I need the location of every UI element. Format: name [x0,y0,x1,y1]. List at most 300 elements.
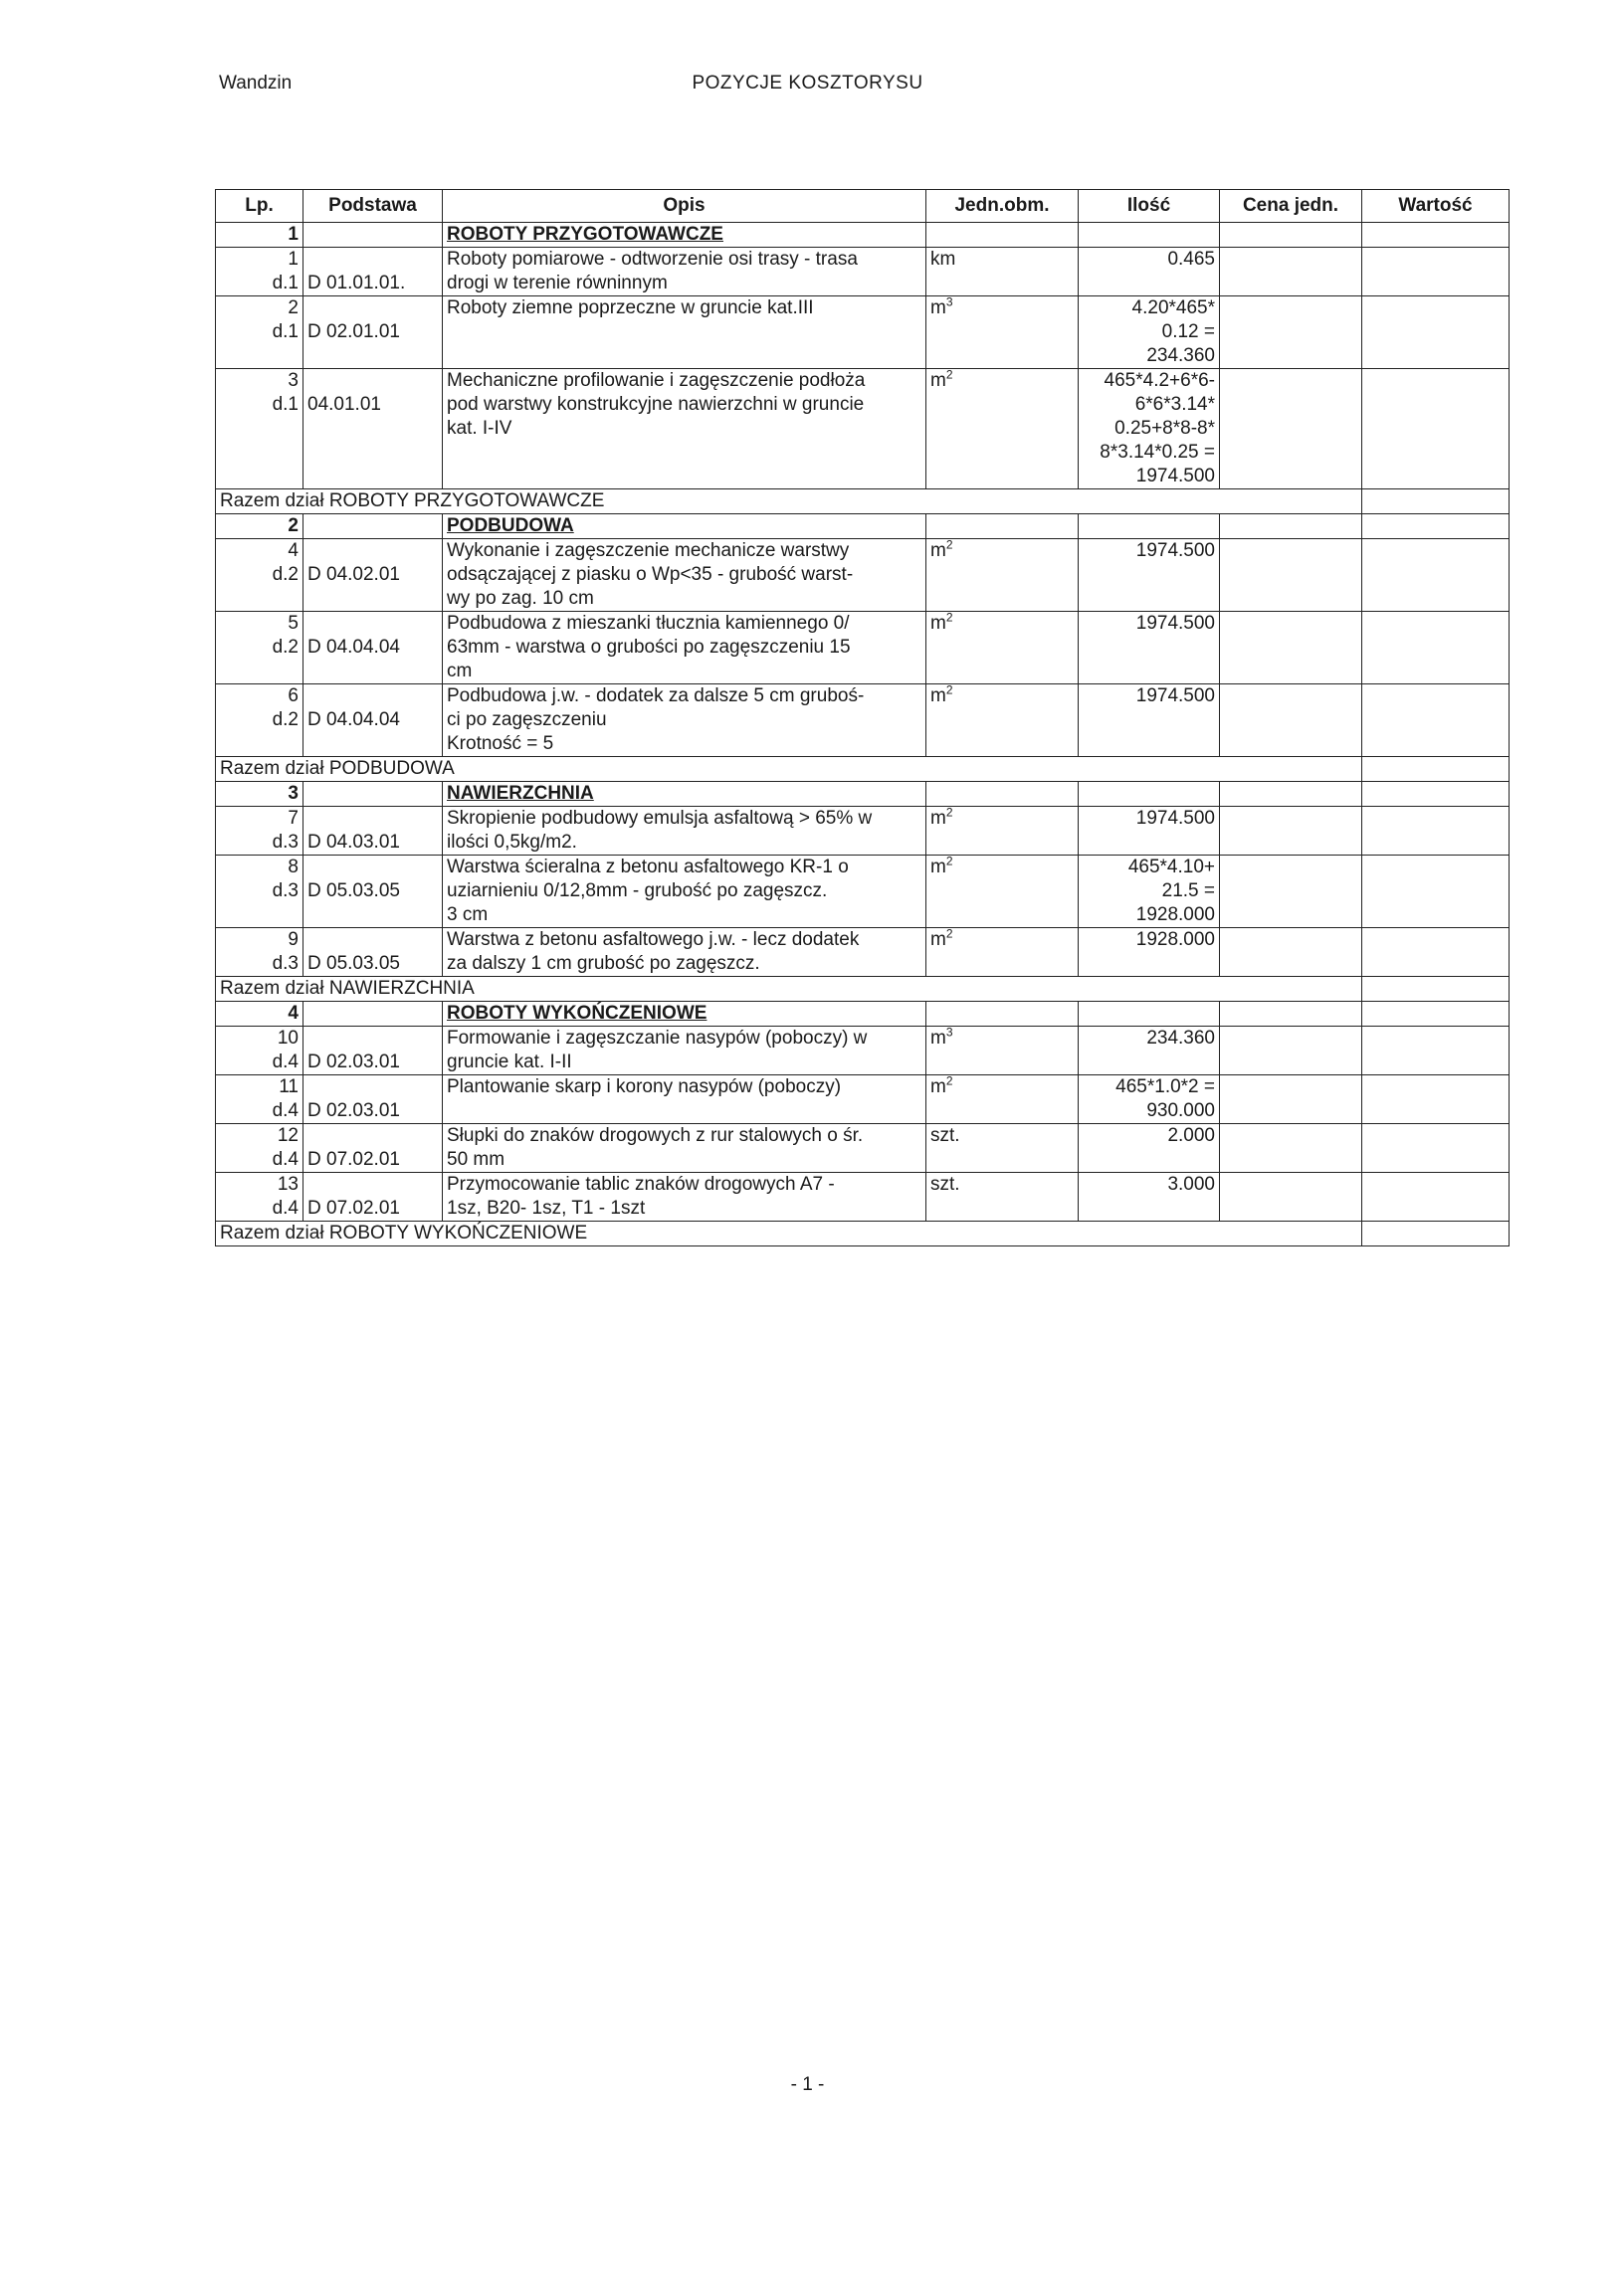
item-ilosc-line: 0.12 = [1161,321,1215,342]
item-ilosc-line: 21.5 = [1161,880,1215,901]
item-opis-line: Wykonanie i zagęszczenie mechanicze warstwy [447,540,850,561]
item-wartosc-cell [1362,1027,1510,1075]
item-cena-cell [1220,369,1362,489]
item-opis-cell [443,1027,926,1075]
item-lp-cell [216,1173,303,1222]
spacer [307,1173,438,1197]
table-row [216,856,1510,928]
item-jedn-exponent: 2 [945,368,953,382]
item-opis-line: 50 mm [447,1149,505,1170]
item-lp: 13 [277,1174,299,1195]
item-jedn-wrap [930,1124,1074,1148]
item-ilosc-cell [1079,296,1220,369]
item-opis-line: wy po zag. 10 cm [447,588,594,609]
section-total-row [216,1222,1510,1246]
section-row [216,514,1510,539]
section-empty-cell [1220,514,1362,539]
item-lp: 6 [288,685,299,706]
item-lp-cell [216,684,303,757]
item-opis-line: kat. I-IV [447,418,512,439]
section-number: 2 [216,514,303,539]
table-header-row [216,190,1510,223]
item-opis-line: Formowanie i zagęszczanie nasypów (poboczy) w [447,1028,868,1049]
item-jedn-wrap [930,539,1074,563]
section-number: 4 [216,1002,303,1027]
item-opis-line: Słupki do znaków drogowych z rur stalowych o śr. [447,1125,864,1146]
section-name: ROBOTY WYKOŃCZENIOWE [443,1002,926,1027]
item-lp-cell [216,612,303,684]
item-jedn: m [930,613,946,634]
item-cena-cell [1220,807,1362,856]
item-jedn-wrap [930,684,1074,708]
item-dzial: d.4 [272,1198,299,1219]
section-empty-cell [1079,514,1220,539]
item-jedn-cell [926,928,1079,977]
item-lp-cell [216,928,303,977]
item-opis-line: ilości 0,5kg/m2. [447,832,577,853]
item-jedn-cell [926,296,1079,369]
item-jedn-exponent: 2 [945,927,953,941]
item-dzial: d.1 [272,273,299,293]
item-ilosc-line: 0.465 [1167,249,1215,270]
section-name: ROBOTY PRZYGOTOWAWCZE [443,223,926,248]
item-ilosc-line: 1928.000 [1135,904,1215,925]
table-row [216,1173,1510,1222]
section-empty-cell [1362,223,1510,248]
col-header-jedn: Jedn.obm. [926,190,1079,223]
section-empty-cell [1362,514,1510,539]
item-jedn-wrap [930,248,1074,272]
section-total-label: Razem dział ROBOTY WYKOŃCZENIOWE [216,1222,1362,1246]
item-opis-line: Roboty pomiarowe - odtworzenie osi trasy - trasa [447,249,858,270]
section-empty-cell [303,223,443,248]
section-empty-cell [926,514,1079,539]
item-podstawa-cell [303,684,443,757]
item-podstawa: D 07.02.01 [307,1198,400,1219]
section-total-label: Razem dział ROBOTY PRZYGOTOWAWCZE [216,489,1362,514]
item-ilosc-line: 465*1.0*2 = [1115,1076,1215,1097]
item-wartosc-cell [1362,369,1510,489]
item-lp-cell [216,1027,303,1075]
item-podstawa-cell [303,369,443,489]
item-lp-cell [216,369,303,489]
spacer [307,612,438,636]
item-podstawa: D 04.04.04 [307,709,400,730]
section-empty-cell [926,782,1079,807]
item-jedn-exponent: 2 [945,683,953,697]
item-opis-line: odsączającej z piasku o Wp<35 - grubość warst- [447,564,854,585]
item-ilosc-line: 234.360 [1146,345,1215,366]
item-ilosc-cell [1079,1075,1220,1124]
item-ilosc-cell [1079,684,1220,757]
item-dzial: d.3 [272,832,299,853]
spacer [307,539,438,563]
item-podstawa: D 04.04.04 [307,637,400,658]
item-cena-cell [1220,1124,1362,1173]
item-wartosc-cell [1362,1173,1510,1222]
item-jedn: m [930,1028,946,1049]
item-ilosc-line: 6*6*3.14* [1134,394,1215,415]
item-lp-cell [216,1075,303,1124]
item-jedn: m [930,685,946,706]
item-ilosc-line: 1974.500 [1135,808,1215,829]
item-ilosc-cell [1079,1124,1220,1173]
item-lp: 4 [288,540,299,561]
section-total-label: Razem dział PODBUDOWA [216,757,1362,782]
item-jedn-wrap [930,296,1074,320]
item-podstawa: D 07.02.01 [307,1149,400,1170]
item-dzial: d.4 [272,1052,299,1072]
table-row [216,928,1510,977]
section-empty-cell [926,1002,1079,1027]
item-ilosc-cell [1079,539,1220,612]
item-jedn-exponent: 3 [945,295,953,309]
section-row [216,1002,1510,1027]
item-jedn-exponent: 2 [945,538,953,552]
col-header-cena: Cena jedn. [1220,190,1362,223]
item-dzial: d.2 [272,709,299,730]
item-opis-line: pod warstwy konstrukcyjne nawierzchni w gruncie [447,394,865,415]
section-empty-cell [303,514,443,539]
item-jedn-exponent: 2 [945,806,953,820]
section-empty-cell [1079,223,1220,248]
item-podstawa-cell [303,856,443,928]
item-jedn: szt. [930,1174,960,1195]
item-opis-line: Warstwa ścieralna z betonu asfaltowego KR-1 o [447,857,849,877]
item-cena-cell [1220,612,1362,684]
section-row [216,223,1510,248]
item-jedn: m [930,857,946,877]
section-empty-cell [1220,223,1362,248]
item-dzial: d.4 [272,1100,299,1121]
section-empty-cell [303,782,443,807]
item-wartosc-cell [1362,248,1510,296]
item-jedn: szt. [930,1125,960,1146]
item-wartosc-cell [1362,684,1510,757]
table-row [216,1075,1510,1124]
item-ilosc-line: 465*4.10+ [1127,857,1215,877]
item-jedn-cell [926,369,1079,489]
item-lp: 9 [288,929,299,950]
item-opis-line: Krotność = 5 [447,733,554,754]
item-podstawa-cell [303,539,443,612]
item-jedn: m [930,808,946,829]
item-ilosc-line: 2.000 [1167,1125,1215,1146]
item-wartosc-cell [1362,1124,1510,1173]
spacer [307,1027,438,1051]
col-header-opis: Opis [443,190,926,223]
item-podstawa-cell [303,296,443,369]
item-ilosc-line: 465*4.2+6*6- [1104,370,1215,391]
item-jedn-wrap [930,369,1074,393]
item-podstawa-cell [303,1124,443,1173]
section-empty-cell [1362,782,1510,807]
section-empty-cell [1220,1002,1362,1027]
item-ilosc-cell [1079,612,1220,684]
item-dzial: d.2 [272,564,299,585]
item-opis-line: cm [447,661,473,681]
item-podstawa-cell [303,1173,443,1222]
section-empty-cell [1079,1002,1220,1027]
item-jedn-cell [926,1173,1079,1222]
item-ilosc-line: 1974.500 [1135,613,1215,634]
item-opis-cell [443,928,926,977]
item-ilosc-line: 1974.500 [1135,540,1215,561]
item-podstawa-cell [303,928,443,977]
item-jedn: m [930,1076,946,1097]
col-header-lp: Lp. [216,190,303,223]
item-ilosc-line: 8*3.14*0.25 = [1100,442,1215,463]
item-lp: 1 [288,249,299,270]
item-ilosc-line: 0.25+8*8-8* [1114,418,1215,439]
item-jedn: m [930,929,946,950]
item-podstawa-cell [303,612,443,684]
item-jedn-wrap [930,1075,1074,1099]
item-jedn-cell [926,612,1079,684]
item-jedn-cell [926,1124,1079,1173]
page-number: - 1 - [790,2074,825,2095]
section-total-row [216,757,1510,782]
item-cena-cell [1220,296,1362,369]
item-ilosc-line: 1928.000 [1135,929,1215,950]
item-podstawa: D 04.03.01 [307,832,400,853]
item-jedn: m [930,540,946,561]
section-total-value [1362,1222,1510,1246]
item-ilosc-line: 3.000 [1167,1174,1215,1195]
item-jedn-wrap [930,807,1074,831]
item-podstawa: D 02.03.01 [307,1100,400,1121]
item-podstawa: D 02.03.01 [307,1052,400,1072]
item-dzial: d.3 [272,953,299,974]
item-podstawa: D 01.01.01. [307,273,406,293]
item-jedn-cell [926,248,1079,296]
item-opis-cell [443,612,926,684]
table-row [216,684,1510,757]
item-podstawa-cell [303,1075,443,1124]
item-cena-cell [1220,1173,1362,1222]
item-opis-line: ci po zagęszczeniu [447,709,607,730]
item-jedn-cell [926,1027,1079,1075]
item-jedn-cell [926,539,1079,612]
item-dzial: d.1 [272,394,299,415]
item-wartosc-cell [1362,539,1510,612]
item-lp: 11 [279,1076,299,1097]
item-opis-line: za dalszy 1 cm grubość po zagęszcz. [447,953,760,974]
item-lp: 12 [277,1125,299,1146]
item-opis-cell [443,807,926,856]
item-wartosc-cell [1362,612,1510,684]
item-jedn-wrap [930,928,1074,952]
item-lp: 7 [288,808,299,829]
item-podstawa: D 05.03.05 [307,953,400,974]
item-ilosc-cell [1079,1027,1220,1075]
table-row [216,369,1510,489]
item-jedn: m [930,370,946,391]
item-opis-cell [443,1124,926,1173]
item-podstawa: D 05.03.05 [307,880,400,901]
section-total-value [1362,757,1510,782]
item-lp-cell [216,856,303,928]
item-cena-cell [1220,248,1362,296]
section-number: 1 [216,223,303,248]
item-lp: 10 [277,1028,299,1049]
item-wartosc-cell [1362,296,1510,369]
item-cena-cell [1220,684,1362,757]
section-name: PODBUDOWA [443,514,926,539]
item-lp-cell [216,1124,303,1173]
item-ilosc-cell [1079,856,1220,928]
section-row [216,782,1510,807]
item-opis-cell [443,684,926,757]
item-opis-line: Roboty ziemne poprzeczne w gruncie kat.III [447,297,814,318]
item-ilosc-cell [1079,248,1220,296]
section-empty-cell [1220,782,1362,807]
item-ilosc-cell [1079,807,1220,856]
item-opis-cell [443,1075,926,1124]
item-podstawa: 04.01.01 [307,394,381,415]
table-row [216,612,1510,684]
item-jedn-exponent: 2 [945,611,953,625]
col-header-podstawa: Podstawa [303,190,443,223]
item-opis-line: Warstwa z betonu asfaltowego j.w. - lecz dodatek [447,929,860,950]
item-opis-line: 3 cm [447,904,489,925]
section-empty-cell [303,1002,443,1027]
item-opis-cell [443,856,926,928]
item-cena-cell [1220,1075,1362,1124]
item-jedn-cell [926,856,1079,928]
table-row [216,296,1510,369]
spacer [307,369,438,393]
page-title: POZYCJE KOSZTORYSU [692,73,923,94]
item-opis-line: Przymocowanie tablic znaków drogowych A7 - [447,1174,835,1195]
item-jedn-exponent: 2 [945,1074,953,1088]
item-dzial: d.1 [272,321,299,342]
item-jedn-exponent: 3 [945,1026,953,1040]
item-opis-line: drogi w terenie równinnym [447,273,668,293]
item-opis-line: Podbudowa j.w. - dodatek za dalsze 5 cm gruboś- [447,685,865,706]
item-wartosc-cell [1362,1075,1510,1124]
section-total-value [1362,489,1510,514]
table-body [216,223,1510,1246]
item-jedn-wrap [930,612,1074,636]
table-row [216,539,1510,612]
item-opis-line: gruncie kat. I-II [447,1052,572,1072]
item-ilosc-line: 4.20*465* [1131,297,1215,318]
table-row [216,807,1510,856]
item-jedn-cell [926,1075,1079,1124]
section-empty-cell [1362,1002,1510,1027]
item-podstawa-cell [303,248,443,296]
item-dzial: d.3 [272,880,299,901]
item-opis-line: Mechaniczne profilowanie i zagęszczenie podłoża [447,370,866,391]
item-opis-line: 63mm - warstwa o grubości po zagęszczeniu 15 [447,637,851,658]
item-lp: 8 [288,857,299,877]
section-total-label: Razem dział NAWIERZCHNIA [216,977,1362,1002]
table-row [216,248,1510,296]
item-jedn-wrap [930,1173,1074,1197]
table-row [216,1027,1510,1075]
item-opis-cell [443,1173,926,1222]
item-cena-cell [1220,928,1362,977]
section-name: NAWIERZCHNIA [443,782,926,807]
item-opis-cell [443,248,926,296]
item-jedn-cell [926,684,1079,757]
section-empty-cell [1079,782,1220,807]
item-lp-cell [216,807,303,856]
item-ilosc-line: 930.000 [1146,1100,1215,1121]
item-jedn: km [930,249,956,270]
item-opis-line: Podbudowa z mieszanki tłucznia kamiennego 0/ [447,613,850,634]
spacer [307,856,438,879]
item-wartosc-cell [1362,928,1510,977]
item-lp-cell [216,296,303,369]
item-podstawa: D 02.01.01 [307,321,400,342]
section-total-row [216,977,1510,1002]
item-opis-line: Skropienie podbudowy emulsja asfaltową > 65% w [447,808,873,829]
section-empty-cell [926,223,1079,248]
item-opis-cell [443,539,926,612]
spacer [307,1075,438,1099]
item-ilosc-cell [1079,1173,1220,1222]
item-jedn-wrap [930,1027,1074,1051]
item-podstawa-cell [303,807,443,856]
item-lp: 3 [288,370,299,391]
item-jedn-wrap [930,856,1074,879]
item-ilosc-cell [1079,928,1220,977]
item-lp-cell [216,248,303,296]
item-opis-cell [443,296,926,369]
item-jedn-cell [926,807,1079,856]
section-total-value [1362,977,1510,1002]
item-ilosc-line: 234.360 [1146,1028,1215,1049]
section-total-row [216,489,1510,514]
item-cena-cell [1220,539,1362,612]
spacer [307,296,438,320]
spacer [307,684,438,708]
item-ilosc-cell [1079,369,1220,489]
item-dzial: d.2 [272,637,299,658]
col-header-wartosc: Wartość [1362,190,1510,223]
item-dzial: d.4 [272,1149,299,1170]
item-lp-cell [216,539,303,612]
item-opis-line: uziarnieniu 0/12,8mm - grubość po zagęszcz. [447,880,828,901]
item-podstawa-cell [303,1027,443,1075]
item-ilosc-line: 1974.500 [1135,466,1215,486]
spacer [307,807,438,831]
item-jedn: m [930,297,946,318]
item-jedn-exponent: 2 [945,855,953,868]
item-cena-cell [1220,856,1362,928]
item-lp: 2 [288,297,299,318]
item-opis-line: Plantowanie skarp i korony nasypów (poboczy) [447,1076,842,1097]
spacer [307,928,438,952]
header-location: Wandzin [219,73,293,94]
spacer [307,248,438,272]
item-podstawa: D 04.02.01 [307,564,400,585]
item-lp: 5 [288,613,299,634]
col-header-ilosc: Ilość [1079,190,1220,223]
table-row [216,1124,1510,1173]
item-cena-cell [1220,1027,1362,1075]
item-ilosc-line: 1974.500 [1135,685,1215,706]
item-opis-line: 1sz, B20- 1sz, T1 - 1szt [447,1198,646,1219]
section-number: 3 [216,782,303,807]
item-opis-cell [443,369,926,489]
item-wartosc-cell [1362,856,1510,928]
item-wartosc-cell [1362,807,1510,856]
cost-table [215,189,1510,1246]
spacer [307,1124,438,1148]
